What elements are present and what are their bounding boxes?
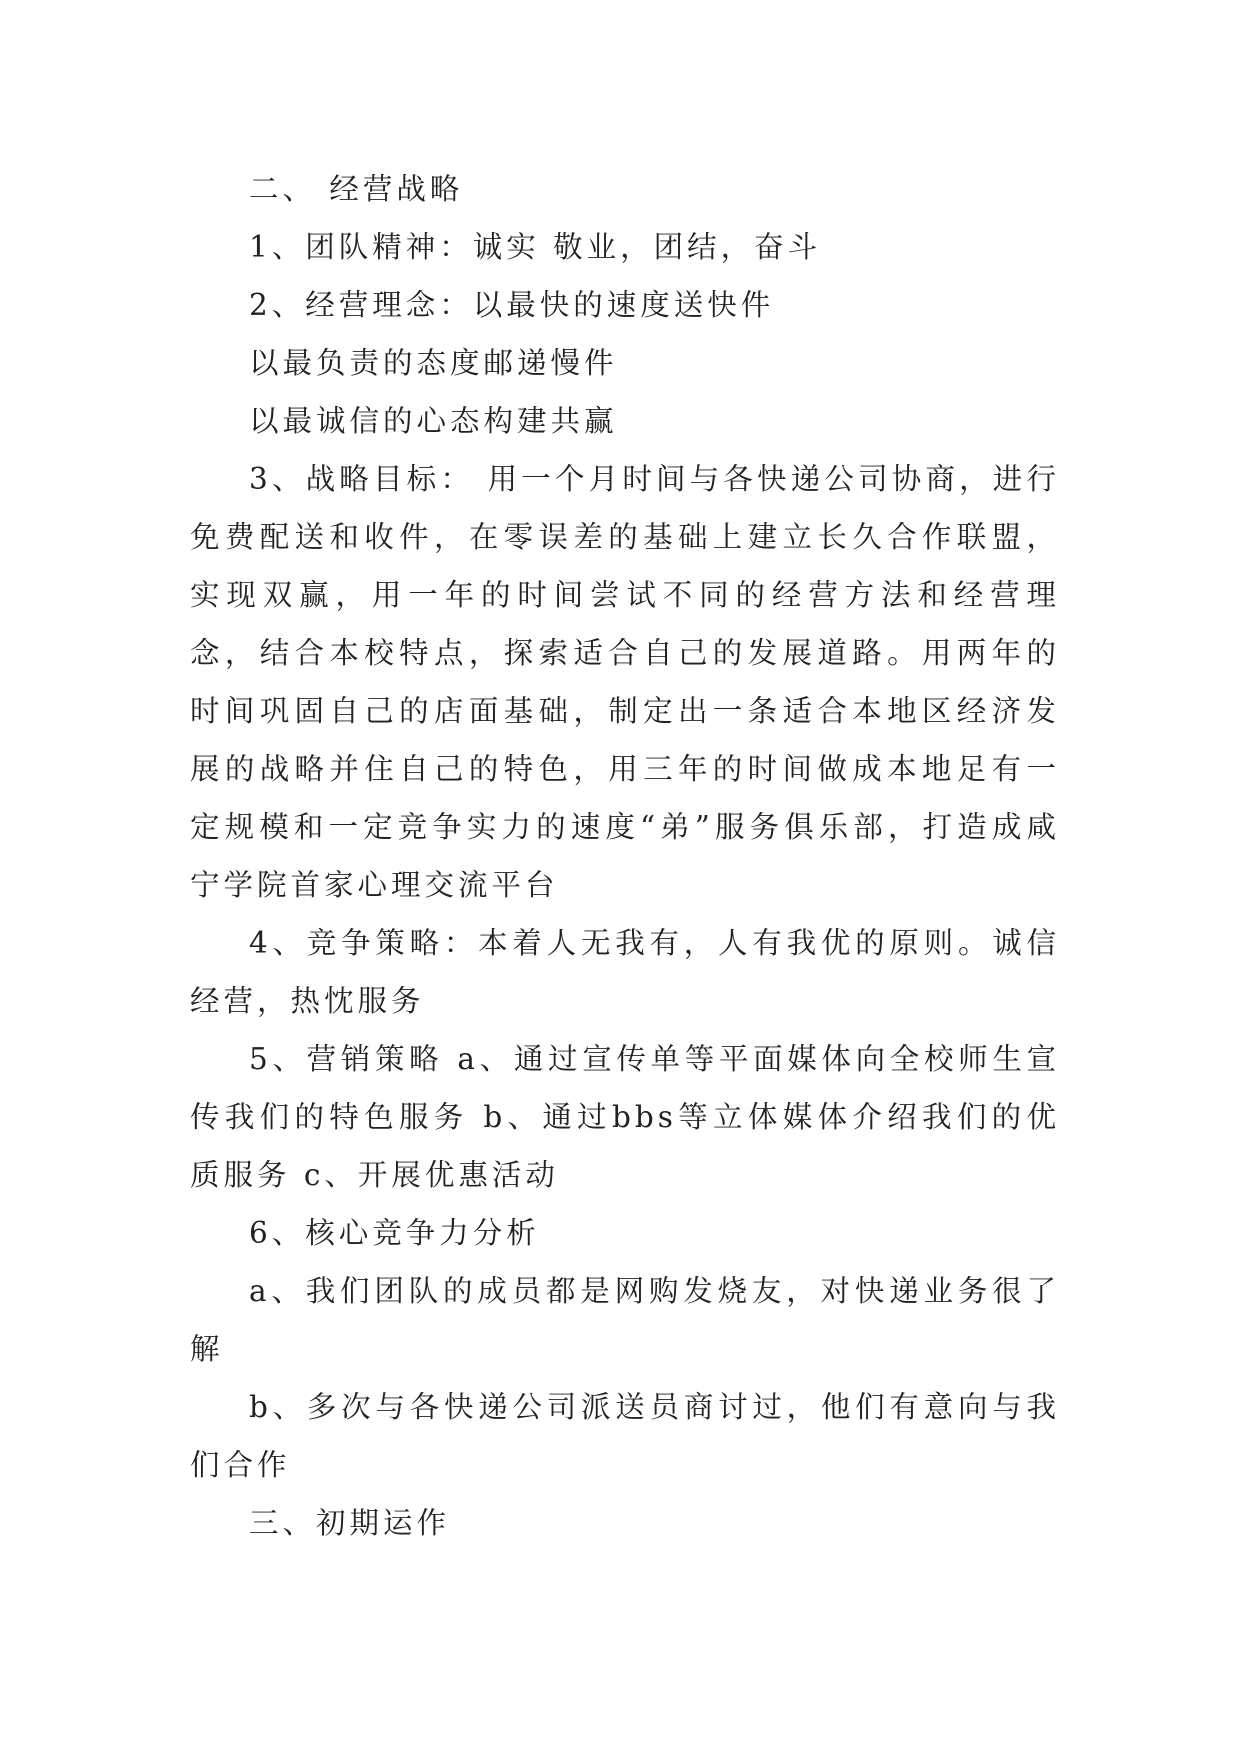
paragraph-strategic-goals: 3、战略目标： 用一个月时间与各快递公司协商，进行免费配送和收件，在零误差的基础上建立长久合作联盟，实现双赢，用一年的时间尝试不同的经营方法和经营理念，结合本校特点，探索适合自己的发展道路。用两年的时间巩固自己的店面基础，制定出一条适合本地区经济发展的战略并住自己的特色，用三年的时间做成本地足有一定规模和一定竞争实力的速度“弟”服务俱乐部，打造成咸宁学院首家心理交流平台 (190, 462, 1060, 902)
paragraph-core-competence-heading: 6、核心竞争力分析 (249, 1216, 540, 1250)
paragraph-philosophy-line-3: 以最诚信的心态构建共赢 (249, 404, 618, 438)
section-heading-strategy: 二、 经营战略 (249, 172, 464, 206)
paragraph-philosophy-line-2: 以最负责的态度邮递慢件 (249, 346, 618, 380)
paragraph-business-philosophy: 2、经营理念：以最快的速度送快件 (249, 288, 775, 322)
paragraph-marketing-strategy: 5、营销策略 a、通过宣传单等平面媒体向全校师生宣传我们的特色服务 b、通过bbs等立体媒体介绍我们的优质服务 c、开展优惠活动 (190, 1042, 1060, 1192)
paragraph-core-competence-b: b、多次与各快递公司派送员商讨过，他们有意向与我们合作 (190, 1390, 1060, 1482)
paragraph-team-spirit: 1、团队精神：诚实 敬业，团结，奋斗 (249, 230, 822, 264)
section-heading-initial-operation: 三、初期运作 (249, 1506, 451, 1540)
paragraph-competition-strategy: 4、竞争策略：本着人无我有，人有我优的原则。诚信经营，热忱服务 (190, 926, 1060, 1018)
paragraph-core-competence-a: a、我们团队的成员都是网购发烧友，对快递业务很了解 (190, 1274, 1060, 1366)
document-body (190, 160, 1060, 1552)
